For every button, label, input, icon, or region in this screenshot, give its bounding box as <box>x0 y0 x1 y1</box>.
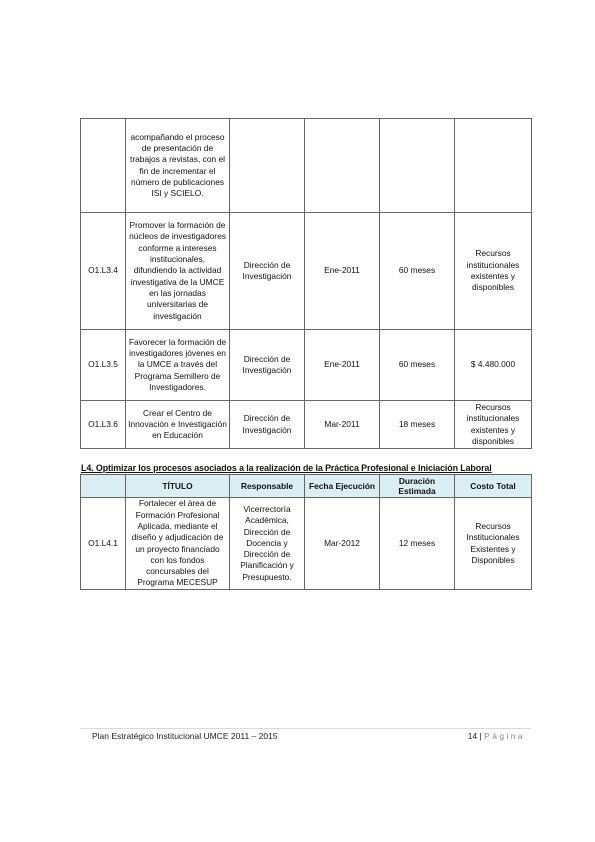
table-header-row <box>81 475 532 498</box>
action-responsible: Dirección de Investigación <box>230 401 305 449</box>
table-row <box>81 119 532 213</box>
footer-separator: | <box>479 731 482 741</box>
header-title: TÍTULO <box>126 475 230 498</box>
table-row <box>81 498 532 590</box>
action-code: O1.L4.1 <box>81 498 126 590</box>
page-word: Página <box>484 731 525 741</box>
actions-table-l3 <box>80 118 532 449</box>
action-description: Promover la formación de núcleos de investigadores conforme a intereses institucionales, difundiendo la actividad investigativa de la UMCE en las jornadas universitarias de investigación <box>126 213 230 330</box>
footer-page-info <box>468 731 525 741</box>
footer-document-title: Plan Estratégico Institucional UMCE 2011 – 2015 <box>92 731 278 741</box>
action-description: acompañando el proceso de presentación de trabajos a revistas, con el fin de incrementar el número de publicaciones ISI y SCIELO. <box>126 119 230 213</box>
action-duration: 12 meses <box>380 498 455 590</box>
action-cost: $ 4.480.000 <box>455 330 532 401</box>
action-cost: Recursos institucionales existentes y disponibles <box>455 213 532 330</box>
footer-divider <box>80 728 531 729</box>
action-responsible <box>230 119 305 213</box>
action-code <box>81 119 126 213</box>
action-code: O1.L3.4 <box>81 213 126 330</box>
action-description: Favorecer la formación de investigadores jóvenes en la UMCE a través del Programa Semillero de Investigadores. <box>126 330 230 401</box>
header-code <box>81 475 126 498</box>
action-duration: 18 meses <box>380 401 455 449</box>
actions-table-l4 <box>80 474 532 590</box>
table-row <box>81 330 532 401</box>
header-cost: Costo Total <box>455 475 532 498</box>
action-duration: 60 meses <box>380 213 455 330</box>
action-date: Ene-2011 <box>305 330 380 401</box>
page-number: 14 <box>467 731 478 741</box>
action-responsible: Dirección de Investigación <box>230 213 305 330</box>
action-responsible: Dirección de Investigación <box>230 330 305 401</box>
action-duration <box>380 119 455 213</box>
header-date: Fecha Ejecución <box>305 475 380 498</box>
action-date: Mar-2012 <box>305 498 380 590</box>
action-description: Crear el Centro de Innovación e Investigación en Educación <box>126 401 230 449</box>
action-cost: Recursos Institucionales Existentes y Disponibles <box>455 498 532 590</box>
action-date: Ene-2011 <box>305 213 380 330</box>
table-row <box>81 401 532 449</box>
action-responsible: Vicerrectoría Académica, Dirección de Docencia y Dirección de Planificación y Presupuesto. <box>230 498 305 590</box>
action-date <box>305 119 380 213</box>
table-row <box>81 213 532 330</box>
header-responsible: Responsable <box>230 475 305 498</box>
action-description: Fortalecer el área de Formación Profesional Aplicada, mediante el diseño y adjudicación de un proyecto financiado con los fondos concursables del Programa MECESUP <box>126 498 230 590</box>
action-cost <box>455 119 532 213</box>
action-code: O1.L3.6 <box>81 401 126 449</box>
action-date: Mar-2011 <box>305 401 380 449</box>
action-duration: 60 meses <box>380 330 455 401</box>
header-duration: Duración Estimada <box>380 475 455 498</box>
action-code: O1.L3.5 <box>81 330 126 401</box>
action-cost: Recursos institucionales existentes y disponibles <box>455 401 532 449</box>
section-title: L4. Optimizar los procesos asociados a la realización de la Práctica Profesional e Iniciación Laboral <box>81 463 492 473</box>
